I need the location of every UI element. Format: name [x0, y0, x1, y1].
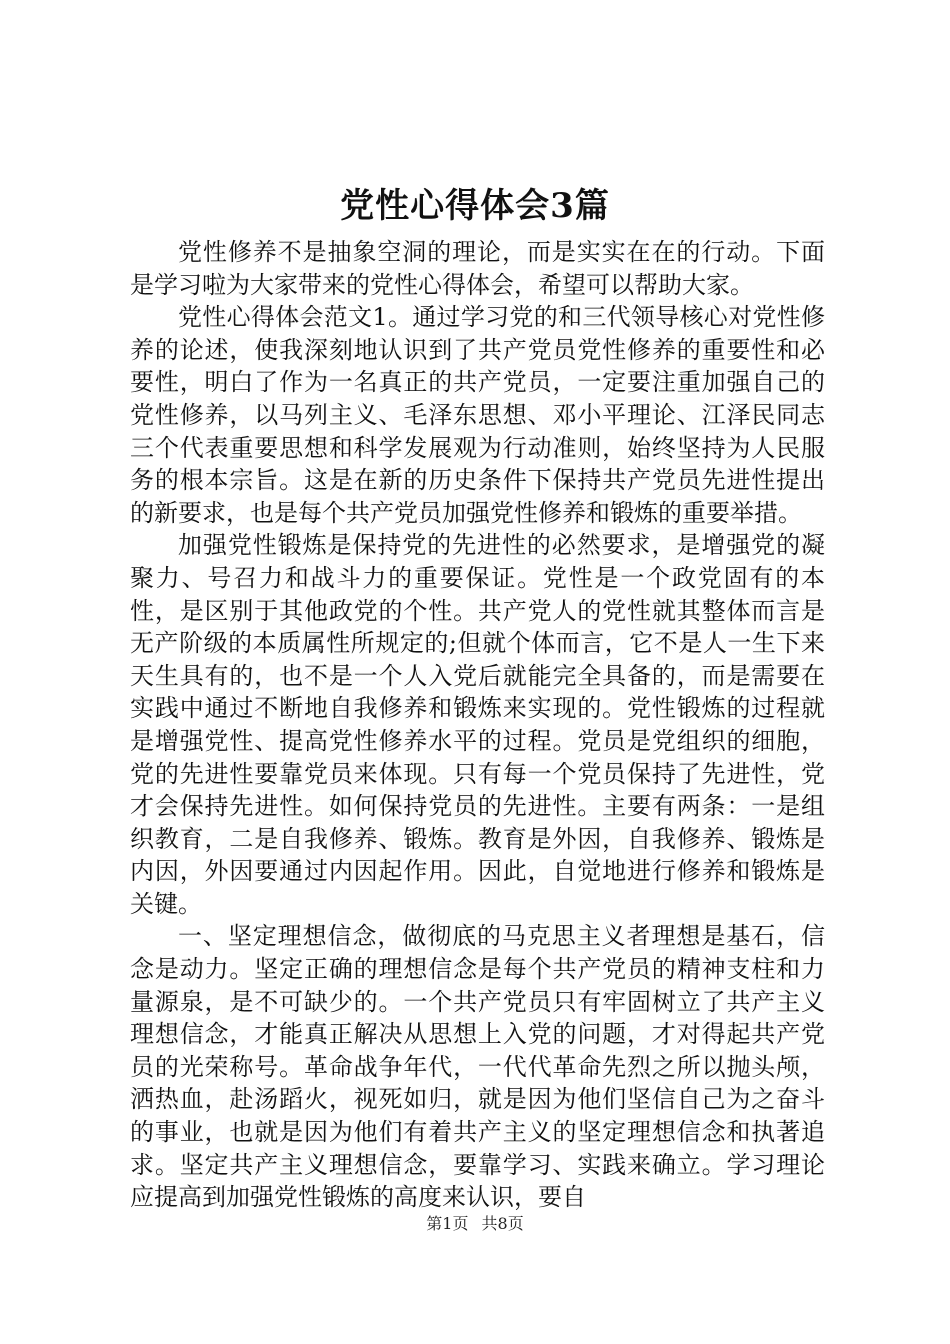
paragraph-intro: 党性修养不是抽象空洞的理论，而是实实在在的行动。下面是学习啦为大家带来的党性心得体会，希望可以帮助大家。	[130, 238, 825, 299]
paragraph-ideals: 一、坚定理想信念，做彻底的马克思主义者理想是基石，信念是动力。坚定正确的理想信念是每个共产党员的精神支柱和力量源泉，是不可缺少的。一个共产党员只有牢固树立了共产主义理想信念，才能真正解决从思想上入党的问题，才对得起共产党员的光荣称号。革命战争年代，一代代革命先烈之所以抛头颅，洒热血，赴汤蹈火，视死如归，就是因为他们坚信自己为之奋斗的事业，也就是因为他们有着共产主义的坚定理想信念和执著追求。坚定共产主义理想信念，要靠学习、实践来确立。学习理论应提高到加强党性锻炼的高度来认识，要自	[130, 922, 825, 1212]
page-number: 第1页	[426, 1214, 469, 1233]
paragraph-sample-1: 党性心得体会范文1。通过学习党的和三代领导核心对党性修养的论述，使我深刻地认识到了共产党员党性修养的重要性和必要性，明白了作为一名真正的共产党员，一定要注重加强自己的党性修养，以马列主义、毛泽东思想、邓小平理论、江泽民同志三个代表重要思想和科学发展观为行动准则，始终坚持为人民服务的根本宗旨。这是在新的历史条件下保持共产党员先进性提出的新要求，也是每个共产党员加强党性修养和锻炼的重要举措。	[130, 303, 825, 527]
document-body	[130, 236, 825, 1214]
page-footer	[0, 1212, 950, 1236]
paragraph-party-spirit: 加强党性锻炼是保持党的先进性的必然要求，是增强党的凝聚力、号召力和战斗力的重要保证。党性是一个政党固有的本性，是区别于其他政党的个性。共产党人的党性就其整体而言是无产阶级的本质属性所规定的;但就个体而言，它不是人一生下来天生具有的，也不是一个人入党后就能完全具备的，而是需要在实践中通过不断地自我修养和锻炼来实现的。党性锻炼的过程就是增强党性、提高党性修养水平的过程。党员是党组织的细胞，党的先进性要靠党员来体现。只有每一个党员保持了先进性，党才会保持先进性。如何保持党员的先进性。主要有两条：一是组织教育，二是自我修养、锻炼。教育是外因，自我修养、锻炼是内因，外因要通过内因起作用。因此，自觉地进行修养和锻炼是关键。	[130, 531, 825, 918]
document-title: 党性心得体会3篇	[340, 186, 610, 226]
total-pages: 共8页	[481, 1214, 524, 1233]
